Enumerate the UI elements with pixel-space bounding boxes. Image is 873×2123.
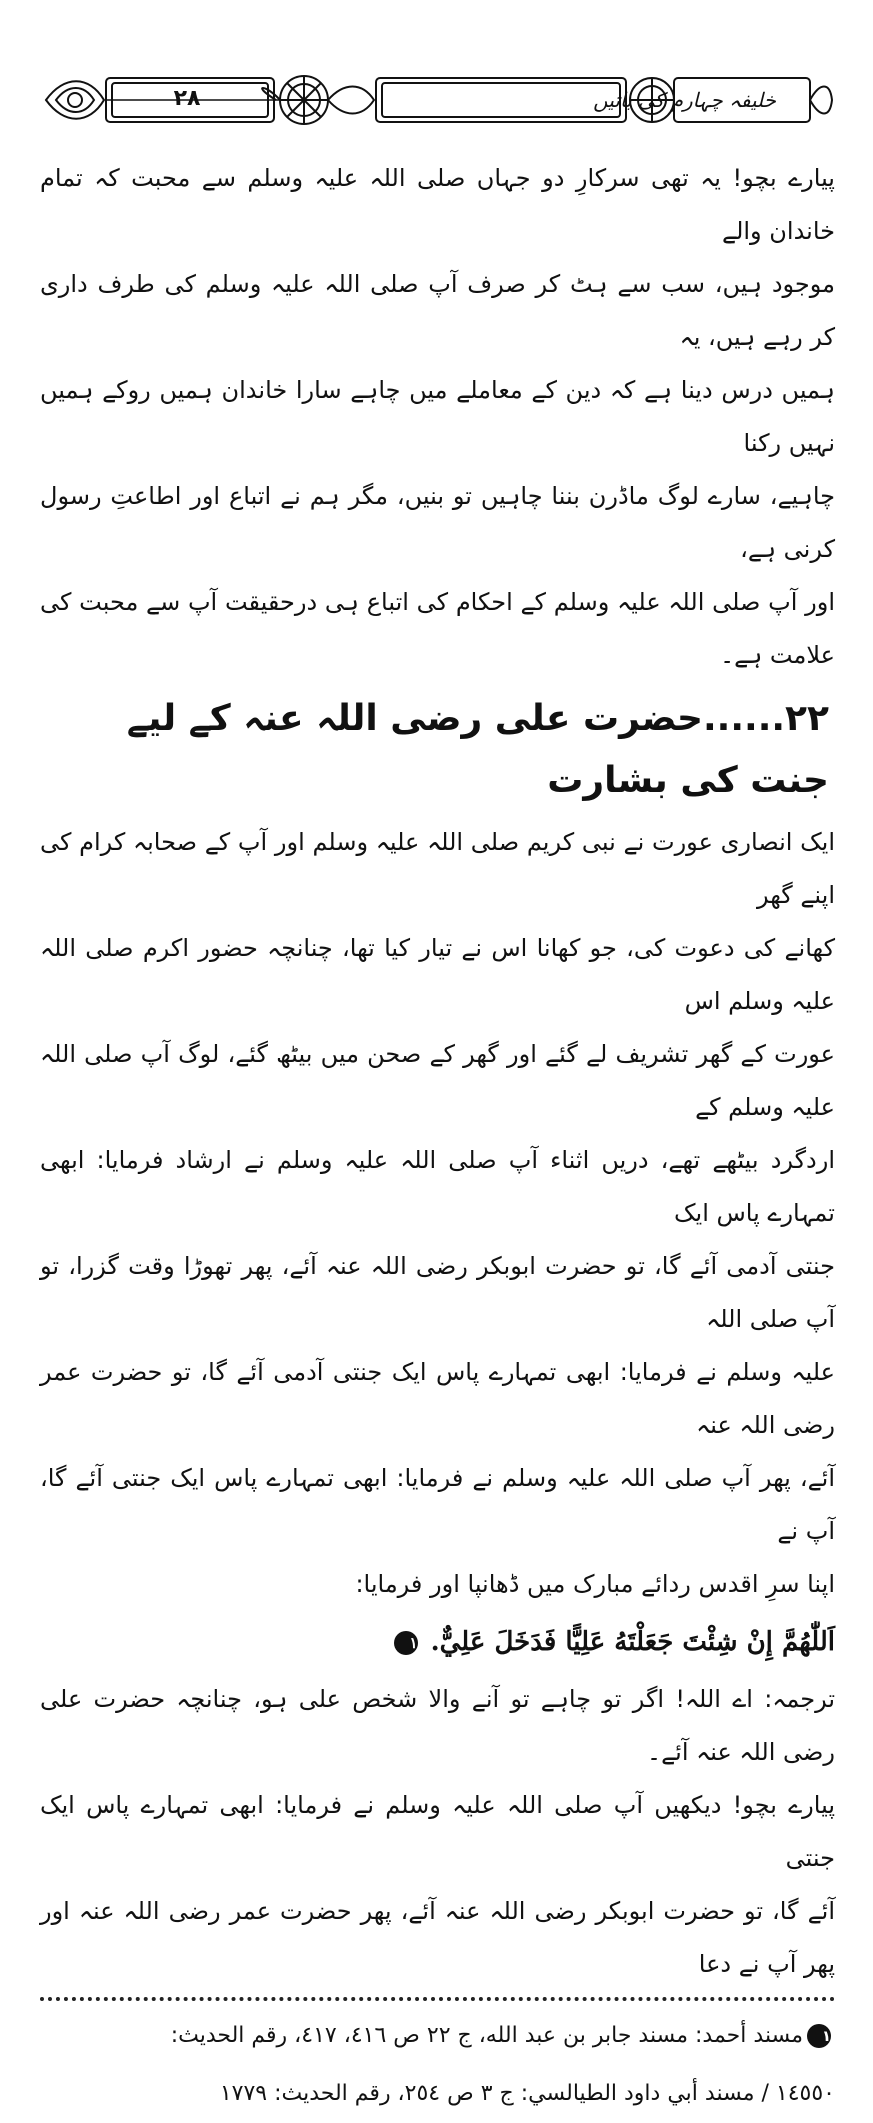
footnote — [40, 2007, 835, 2123]
translation-line: ترجمہ: اے اللہ! اگر تو چاہے تو آنے والا شخص علی ہو، چنانچہ حضرت علی رضی اللہ عنہ آئے۔ — [40, 1685, 835, 1766]
text-line: کھانے کی دعوت کی، جو کھانا اس نے تیار کیا تھا، چنانچہ حضور اکرم صلی اللہ علیہ وسلم اس — [40, 934, 835, 1015]
text-line: پیارے بچو! یہ تھی سرکارِ دو جہاں صلی اللہ علیہ وسلم سے محبت کہ تمام خاندان والے — [40, 164, 835, 245]
text-line: اور آپ صلی اللہ علیہ وسلم کے احکام کی اتباع ہی درحقیقت آپ سے محبت کی علامت ہے۔ — [40, 588, 835, 669]
footnote-text: مسند أحمد: مسند جابر بن عبد الله، ج ٢٢ ص ٤١٦، ٤١٧، رقم الحديث: — [170, 2023, 803, 2048]
text-line: جنتی آدمی آئے گا، تو حضرت ابوبکر رضی اللہ عنہ آئے، پھر تھوڑا وقت گزرا، تو آپ صلی اللہ — [40, 1252, 835, 1333]
footnote-line — [40, 2007, 835, 2065]
intro-paragraph — [40, 152, 835, 682]
text-line: ہمیں درس دینا ہے کہ دین کے معاملے میں چاہے سارا خاندان ہمیں روکے ہمیں نہیں رکنا — [40, 376, 835, 457]
footnote-divider — [40, 1997, 835, 2001]
arabic-quote-text: اَللّٰهُمَّ إِنْ شِئْتَ جَعَلْتَهُ عَلِيًّا فَدَخَلَ عَلِيٌّ. — [430, 1627, 835, 1657]
text-line: ایک انصاری عورت نے نبی کریم صلی اللہ علیہ وسلم اور آپ کے صحابہ کرام کی اپنے گھر — [40, 828, 835, 909]
running-title: خلیفہ چہارم کی باتیں — [593, 88, 776, 112]
text-line: آئے، پھر آپ صلی اللہ علیہ وسلم نے فرمایا: ابھی تمہارے پاس ایک جنتی آئے گا، آپ نے — [40, 1464, 835, 1545]
text-line: موجود ہیں، سب سے ہٹ کر صرف آپ صلی اللہ علیہ وسلم کی طرف داری کر رہے ہیں، یہ — [40, 270, 835, 351]
arabic-quote — [40, 1611, 835, 1673]
footnote-line: ١٤٥٥٠ / مسند أبي داود الطيالسي: ج ٣ ص ٢٥٤، رقم الحديث: ١٧٧٩ — [219, 2081, 835, 2106]
text-line: عورت کے گھر تشریف لے گئے اور گھر کے صحن میں بیٹھ گئے، لوگ آپ صلی اللہ علیہ وسلم کے — [40, 1040, 835, 1121]
closing-paragraph — [40, 1673, 835, 1991]
text-line: چاہیے، سارے لوگ ماڈرن بننا چاہیں تو بنیں، مگر ہم نے اتباع اور اطاعتِ رسول کرنی ہے، — [40, 482, 835, 563]
footnote-marker: ١ — [807, 2024, 831, 2048]
text-line: اردگرد بیٹھے تھے، دریں اثناء آپ صلی اللہ علیہ وسلم نے ارشاد فرمایا: ابھی تمہارے پاس ایک — [40, 1146, 835, 1227]
section-heading: ۲۲......حضرت علی رضی اللہ عنہ کے لیے جنت کی بشارت — [126, 698, 829, 801]
text-line: علیہ وسلم نے فرمایا: ابھی تمہارے پاس ایک جنتی آدمی آئے گا، تو حضرت عمر رضی اللہ عنہ — [40, 1358, 835, 1439]
page-number: ۲۸ — [173, 86, 201, 111]
text-line: اپنا سرِ اقدس ردائے مبارک میں ڈھانپا اور فرمایا: — [355, 1570, 835, 1598]
text-line: پیارے بچو! دیکھیں آپ صلی اللہ علیہ وسلم نے فرمایا: ابھی تمہارے پاس ایک جنتی — [40, 1791, 835, 1872]
page-header — [44, 70, 834, 130]
footnote-reference[interactable]: ١ — [394, 1631, 418, 1655]
page-content — [40, 152, 835, 2123]
section-body — [40, 816, 835, 1611]
text-line: آئے گا، تو حضرت ابوبکر رضی اللہ عنہ آئے، پھر حضرت عمر رضی اللہ عنہ اور پھر آپ نے دعا — [40, 1897, 835, 1978]
